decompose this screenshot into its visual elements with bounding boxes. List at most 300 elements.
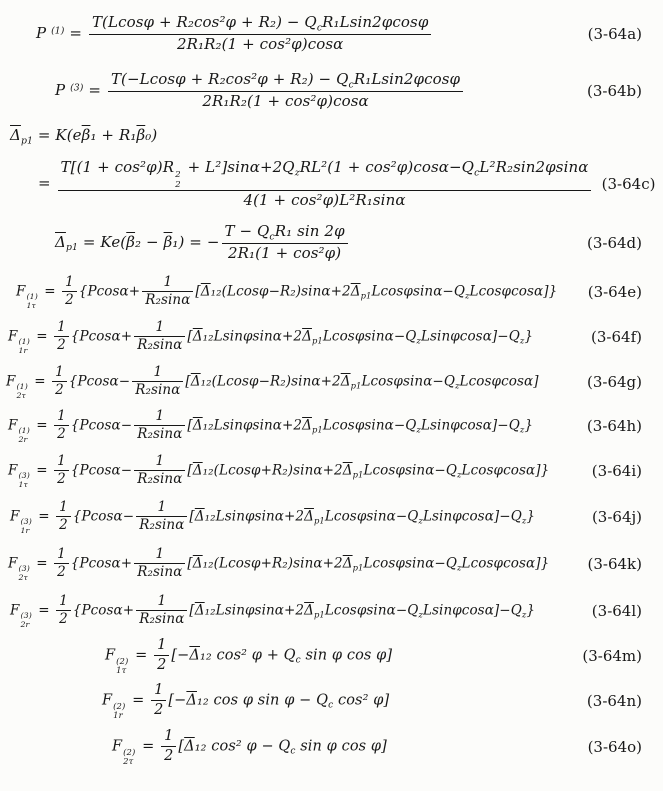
math-text: 1 — [163, 273, 173, 290]
superscript: (1) — [26, 292, 38, 302]
math-text: = K(e — [33, 125, 82, 144]
equation-number: (3-64b) — [586, 82, 642, 100]
superscript: (2) — [123, 746, 136, 757]
overbar-symbol: $\overline{\beta}$ — [163, 233, 173, 251]
math-text: = — [31, 555, 53, 572]
equation-row — [0, 634, 650, 678]
math-text: ₁₂Lsinφsinα+2 — [202, 328, 303, 345]
fraction — [56, 593, 71, 629]
subscript: z — [457, 469, 462, 480]
overbar-symbol: $\overline{\Delta}$ — [189, 647, 200, 664]
math-text: = — [33, 508, 55, 525]
equation-row — [0, 448, 650, 494]
equation-row — [0, 314, 650, 360]
equation-number: (3-64i) — [591, 462, 642, 480]
subscript: z — [418, 609, 423, 620]
subscript: 1τ — [26, 301, 36, 311]
math-text: 1 — [57, 545, 66, 562]
fraction — [134, 453, 185, 489]
math-text: [− — [171, 647, 190, 664]
fraction — [52, 364, 67, 400]
math-text: {Pcosα− — [72, 508, 135, 525]
math-text: Lsinφcosα]−Q — [420, 417, 520, 434]
equation-math — [112, 727, 387, 767]
denominator — [134, 564, 185, 582]
overbar-symbol: $\overline{\beta}$ — [81, 125, 91, 144]
math-text: = — [31, 328, 53, 345]
math-text: ₁) = − — [172, 233, 220, 251]
equation-math — [102, 681, 389, 721]
equation-row — [0, 724, 650, 770]
fraction — [161, 727, 176, 766]
math-text: T[(1 + cos²φ)R — [60, 157, 175, 176]
math-text: ₁₂ cos² φ − Q — [194, 738, 291, 755]
math-text: F — [10, 508, 20, 525]
overbar-symbol: $\overline{\Delta}$ — [192, 462, 203, 479]
overbar-symbol: $\overline{\Delta}$ — [194, 508, 205, 525]
equation-number: (3-64c) — [601, 175, 656, 193]
denominator — [161, 747, 176, 766]
denominator — [56, 611, 71, 629]
math-text: 2 — [55, 382, 64, 399]
equation-row — [0, 6, 650, 62]
math-text: = Ke( — [78, 233, 127, 251]
math-text: 1 — [65, 273, 74, 290]
fraction — [132, 364, 183, 400]
denominator — [54, 337, 69, 355]
equation-number: (3-64o) — [587, 738, 642, 756]
math-text: 1 — [57, 318, 66, 335]
math-text: Lcosφsinα−Q — [361, 373, 456, 390]
math-text: F — [8, 555, 18, 572]
overbar-symbol: $\overline{\Delta}$ — [302, 328, 312, 345]
math-text: F — [10, 602, 20, 619]
math-text: ₁₂ cos² φ + Q — [199, 647, 296, 664]
denominator — [134, 471, 185, 489]
math-text: 4(1 + cos²φ)L²R₁sinα — [243, 190, 406, 209]
math-text: cos² φ] — [333, 692, 390, 709]
numerator — [108, 70, 463, 92]
subscript: 1r — [20, 526, 30, 536]
numerator — [58, 158, 592, 191]
math-text: F — [8, 417, 18, 434]
subscript: p1 — [311, 424, 323, 435]
math-text: = — [29, 373, 51, 390]
sup-sub — [20, 517, 31, 535]
subscript: 1τ — [18, 480, 28, 490]
numerator — [134, 408, 185, 427]
equation-math — [36, 13, 433, 55]
math-text: Lsinφcosα]−Q — [422, 508, 522, 525]
math-text: R₂sinα — [137, 337, 183, 354]
subscript: 2τ — [16, 391, 26, 401]
equation-math — [6, 364, 539, 401]
subscript: z — [416, 335, 421, 346]
math-text: F — [6, 373, 16, 390]
math-text: 1 — [164, 727, 174, 744]
subscript: z — [519, 335, 525, 346]
equation-math — [10, 126, 157, 146]
math-text: [ — [187, 328, 193, 345]
equation-math — [8, 408, 533, 445]
math-text: 2 — [59, 611, 68, 628]
denominator — [142, 292, 193, 310]
math-text: Lcosφsinα−Q — [324, 508, 419, 525]
math-text: } — [526, 602, 536, 619]
subscript: c — [474, 167, 480, 179]
math-text: ₁₂(Lcosφ−R₂)sinα+2 — [210, 283, 351, 300]
fraction — [142, 274, 193, 310]
fraction — [136, 499, 187, 535]
math-text: 1 — [57, 407, 66, 424]
equation-row — [0, 216, 650, 270]
numerator — [134, 453, 185, 472]
overbar-symbol: $\overline{\beta}$ — [126, 233, 136, 251]
equation-number: (3-64g) — [586, 373, 642, 391]
superscript: (3) — [18, 564, 30, 574]
math-text: 1 — [155, 318, 165, 335]
numerator — [89, 13, 432, 35]
denominator — [52, 382, 67, 400]
denominator — [56, 517, 71, 535]
math-text: T − Q — [224, 222, 270, 241]
sup-sub — [26, 292, 37, 310]
denominator — [151, 701, 166, 720]
denominator — [222, 244, 348, 264]
math-text: L²R₂sin2φsinα — [479, 157, 589, 176]
subscript: z — [455, 380, 460, 391]
overbar-symbol: $\overline{\Delta}$ — [350, 283, 361, 300]
math-text: ₁₂ cos φ sin φ − Q — [196, 692, 329, 709]
subscript: z — [521, 515, 527, 526]
fraction — [62, 274, 77, 310]
math-text: 2 — [59, 517, 68, 534]
math-text: 2 — [154, 701, 164, 718]
overbar-symbol: $\overline{\Delta}$ — [194, 602, 205, 619]
math-text: = — [31, 462, 53, 479]
math-text: 2R₁(1 + cos²φ) — [227, 244, 342, 263]
math-text: + L²]sinα+2Q — [182, 157, 295, 176]
math-text: } — [524, 417, 534, 434]
superscript: (1) — [18, 337, 30, 347]
numerator — [52, 364, 67, 383]
subscript: c — [290, 746, 296, 757]
equation-number: (3-64l) — [591, 602, 642, 620]
math-text: R₂sinα — [137, 564, 183, 581]
equation-number: (3-64h) — [586, 417, 642, 435]
subscript: z — [519, 424, 525, 435]
subscript: c — [295, 655, 301, 666]
math-text: 1 — [59, 592, 68, 609]
fraction — [134, 408, 185, 444]
equation-number: (3-64j) — [591, 508, 642, 526]
sup-sub — [18, 471, 29, 489]
fraction — [54, 546, 69, 582]
superscript: (1) — [51, 25, 65, 37]
equation-row — [0, 120, 650, 152]
math-text: ₀) — [145, 125, 158, 144]
equation-math — [10, 593, 535, 630]
math-text: ₁₂Lsinφsinα+2 — [204, 602, 305, 619]
fraction — [54, 453, 69, 489]
math-text: Lcosφcosα]} — [461, 462, 550, 479]
equation-math — [105, 636, 392, 676]
math-text: 1 — [155, 452, 165, 469]
equation-row — [0, 540, 650, 588]
equation-number: (3-64n) — [586, 692, 642, 710]
math-text: [ — [189, 602, 195, 619]
subscript: 2 — [175, 179, 181, 190]
math-text: F — [16, 283, 26, 300]
fraction — [89, 13, 432, 55]
equation-number: (3-64k) — [587, 555, 642, 573]
equation-row — [0, 494, 650, 540]
superscript: (1) — [18, 426, 30, 436]
subscript: p1 — [350, 380, 362, 391]
math-text: sin φ cos φ] — [295, 738, 387, 755]
numerator — [56, 593, 71, 612]
subscript: z — [416, 424, 421, 435]
math-text: } — [526, 508, 536, 525]
equation-row — [0, 360, 650, 404]
denominator — [54, 426, 69, 444]
numerator — [134, 546, 185, 565]
equation-row — [0, 404, 650, 448]
subscript: p1 — [311, 335, 323, 346]
math-text: Lcosφsinα−Q — [322, 328, 417, 345]
subscript: 2r — [20, 620, 30, 630]
overbar-symbol: $\overline{\Delta}$ — [200, 283, 211, 300]
subscript: c — [348, 79, 354, 91]
superscript: (2) — [113, 700, 126, 711]
overbar-symbol: $\overline{\Delta}$ — [186, 692, 197, 709]
numerator — [142, 274, 193, 293]
math-text: [ — [187, 462, 193, 479]
math-text: sin φ cos φ] — [300, 647, 393, 664]
numerator — [136, 593, 187, 612]
math-text: Lsinφcosα]−Q — [422, 602, 522, 619]
equation-math — [8, 546, 549, 583]
subscript: 2τ — [18, 573, 28, 583]
math-text: = — [38, 174, 56, 192]
math-text: R₁Lsin2φcosφ — [353, 70, 461, 89]
numerator — [161, 727, 176, 747]
overbar-symbol: $\overline{\Delta}$ — [184, 738, 195, 755]
subscript: c — [269, 231, 275, 243]
math-text: 2R₁R₂(1 + cos²φ)cosα — [202, 92, 369, 111]
math-text: ₁₂(Lcosφ+R₂)sinα+2 — [202, 462, 343, 479]
fraction — [134, 319, 185, 355]
overbar-symbol: $\overline{\Delta}$ — [302, 417, 312, 434]
subscript: z — [457, 562, 462, 573]
superscript: (2) — [116, 655, 129, 666]
subscript: z — [294, 167, 300, 179]
math-text: = — [83, 81, 106, 99]
math-text: P — [36, 24, 52, 42]
overbar-symbol: $\overline{\Delta}$ — [55, 233, 66, 251]
superscript: (3) — [70, 82, 84, 94]
numerator — [136, 499, 187, 518]
overbar-symbol: $\overline{\Delta}$ — [192, 328, 203, 345]
math-text: R₁ sin 2φ — [274, 222, 345, 241]
superscript: 2 — [175, 169, 181, 180]
denominator — [134, 337, 185, 355]
numerator — [62, 274, 77, 293]
overbar-symbol: $\overline{\Delta}$ — [342, 462, 353, 479]
equation-number: (3-64m) — [582, 647, 642, 665]
math-text: = — [39, 283, 61, 300]
math-text: {Pcosα+ — [70, 555, 133, 572]
equation-number: (3-64e) — [587, 283, 642, 301]
subscript: p1 — [20, 135, 34, 147]
denominator — [89, 35, 432, 55]
overbar-symbol: $\overline{\Delta}$ — [304, 508, 314, 525]
math-text: P — [55, 81, 71, 99]
math-text: {Pcosα− — [70, 417, 133, 434]
math-text: 1 — [59, 498, 68, 515]
math-text: 1 — [155, 545, 165, 562]
subscript: p1 — [65, 242, 79, 254]
sup-sub — [123, 748, 135, 767]
subscript: 2τ — [123, 756, 134, 767]
fraction — [136, 593, 187, 629]
denominator — [134, 426, 185, 444]
math-text: R₂sinα — [145, 292, 191, 309]
math-text: ₁₂(Lcosφ+R₂)sinα+2 — [202, 555, 343, 572]
denominator — [108, 92, 463, 112]
math-text: R₂sinα — [135, 382, 181, 399]
fraction — [134, 546, 185, 582]
equation-math — [55, 70, 465, 112]
overbar-symbol: $\overline{\Delta}$ — [192, 555, 203, 572]
math-text: T(Lcosφ + R₂cos²φ + R₂) − Q — [91, 13, 317, 32]
equation-math — [10, 499, 535, 536]
equation-math — [8, 453, 549, 490]
denominator — [136, 517, 187, 535]
overbar-symbol: $\overline{\Delta}$ — [342, 555, 353, 572]
numerator — [54, 546, 69, 565]
math-text: = — [137, 738, 160, 755]
math-text: {Pcosα+ — [78, 283, 141, 300]
superscript: (3) — [18, 471, 30, 481]
subscript: p1 — [352, 469, 364, 480]
math-text: F — [112, 738, 123, 755]
math-text: 1 — [155, 407, 165, 424]
math-text: T(−Lcosφ + R₂cos²φ + R₂) − Q — [110, 70, 349, 89]
math-text: ₁₂Lsinφsinα+2 — [202, 417, 303, 434]
math-text: 2 — [164, 747, 174, 764]
math-text: R₂sinα — [137, 426, 183, 443]
overbar-symbol: $\overline{\Delta}$ — [340, 373, 351, 390]
sup-sub — [18, 564, 29, 582]
superscript: (3) — [20, 517, 32, 527]
math-text: = — [130, 647, 153, 664]
math-text: {Pcosα+ — [70, 328, 133, 345]
math-text: 1 — [157, 592, 167, 609]
subscript: c — [316, 22, 323, 34]
overbar-symbol: $\overline{\Delta}$ — [304, 602, 314, 619]
numerator — [54, 453, 69, 472]
math-text: [ — [185, 373, 191, 390]
denominator — [136, 611, 187, 629]
subscript: c — [328, 700, 334, 711]
math-text: [ — [178, 738, 185, 755]
overbar-symbol: $\overline{\Delta}$ — [192, 417, 203, 434]
equation-math — [16, 274, 557, 311]
equation-list — [0, 6, 656, 770]
sup-sub — [20, 611, 31, 629]
subscript: z — [465, 290, 470, 301]
subscript: 1r — [18, 346, 28, 356]
math-text: 1 — [57, 452, 66, 469]
math-text: = — [33, 602, 55, 619]
equation-row — [0, 678, 650, 724]
equation-math — [38, 158, 593, 210]
math-text: ₂ − — [135, 233, 164, 251]
math-text: 1 — [157, 636, 167, 653]
numerator — [154, 636, 169, 656]
math-text: F — [8, 328, 18, 345]
subscript: p1 — [313, 609, 325, 620]
numerator — [134, 319, 185, 338]
fraction — [58, 158, 592, 210]
math-text: 2 — [57, 426, 66, 443]
math-text: 2 — [157, 656, 167, 673]
math-text: {Pcosα− — [68, 373, 131, 390]
numerator — [56, 499, 71, 518]
denominator — [62, 292, 77, 310]
math-text: 1 — [157, 498, 167, 515]
math-text: ₁ + R₁ — [90, 125, 137, 144]
numerator — [151, 681, 166, 701]
math-text: Lcosφcosα]} — [469, 283, 558, 300]
fraction — [154, 636, 169, 675]
math-text: Lcosφcosα]} — [461, 555, 550, 572]
denominator — [58, 191, 592, 211]
math-text: F — [105, 647, 116, 664]
numerator — [54, 319, 69, 338]
equation-row — [0, 270, 650, 314]
equation-row — [0, 152, 656, 216]
denominator — [132, 382, 183, 400]
subscript: 2r — [18, 435, 28, 445]
math-text: 1 — [153, 363, 163, 380]
math-text: [− — [168, 692, 187, 709]
math-text: [ — [187, 417, 193, 434]
equation-math — [55, 222, 350, 264]
math-text: {Pcosα− — [70, 462, 133, 479]
math-text: [ — [187, 555, 193, 572]
math-text: [ — [189, 508, 195, 525]
sup-sub — [116, 657, 128, 676]
superscript: (1) — [16, 382, 28, 392]
equation-row — [0, 62, 650, 120]
math-text: 2 — [57, 564, 66, 581]
math-text: Lcosφsinα−Q — [322, 417, 417, 434]
subscript: p1 — [313, 515, 325, 526]
superscript: (3) — [20, 611, 32, 621]
overbar-symbol: $\overline{\Delta}$ — [10, 125, 21, 144]
equation-row — [0, 588, 650, 634]
sup-sub — [113, 702, 125, 721]
subscript: p1 — [352, 562, 364, 573]
overbar-symbol: $\overline{\Delta}$ — [190, 373, 201, 390]
math-text: = — [64, 24, 87, 42]
numerator — [132, 364, 183, 383]
subscript: p1 — [360, 290, 372, 301]
subscript: 1τ — [116, 665, 127, 676]
math-text: 2R₁R₂(1 + cos²φ)cosα — [176, 35, 344, 54]
